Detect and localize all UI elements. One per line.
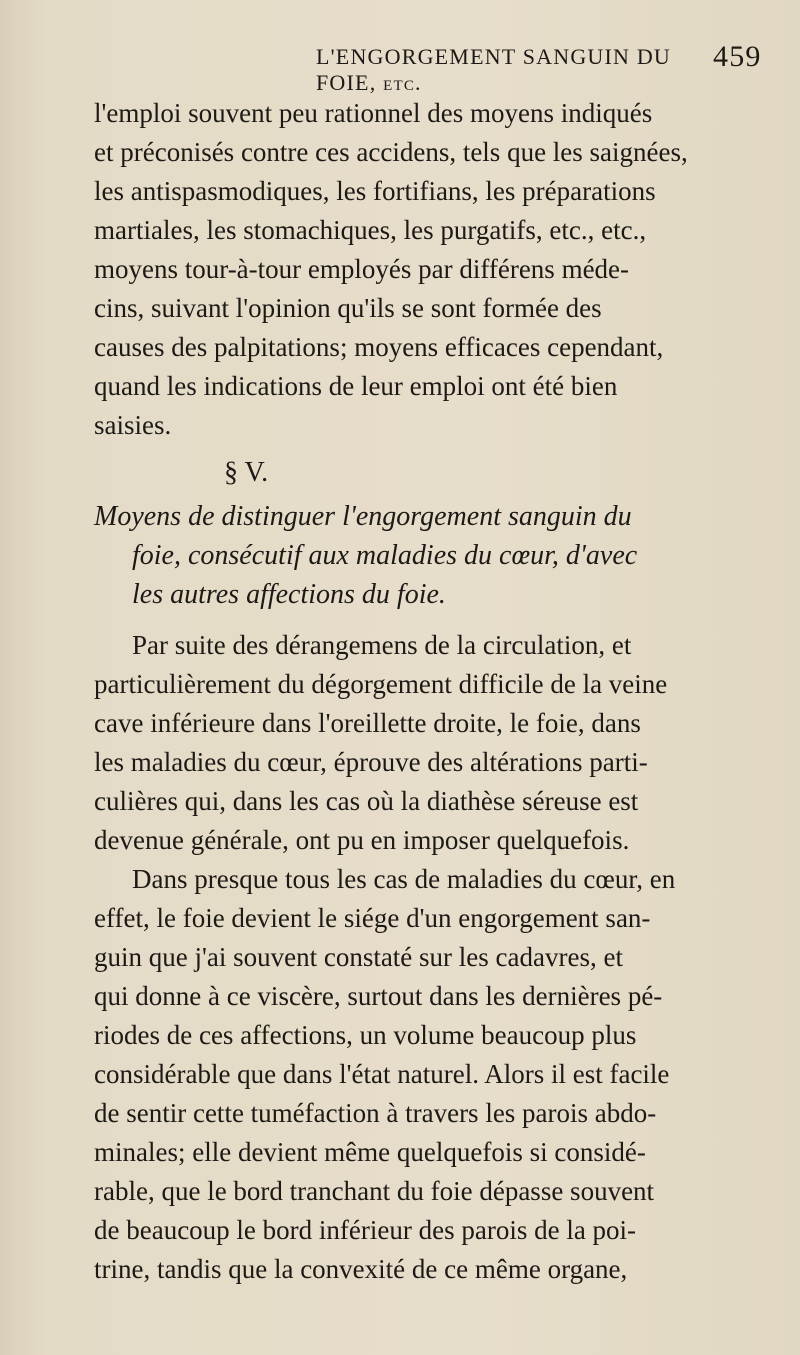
text-line: culières qui, dans les cas où la diathèse séreuse est bbox=[94, 786, 639, 816]
running-head: L'ENGORGEMENT SANGUIN DU FOIE, etc. bbox=[316, 44, 672, 95]
text-line: moyens tour-à-tour employés par différens méde- bbox=[94, 254, 630, 284]
page-number: 459 bbox=[713, 40, 762, 73]
text-line: trine, tandis que la convexité de ce même organe, bbox=[94, 1254, 628, 1284]
paragraph-heart-disease bbox=[94, 860, 736, 1289]
text-line: devenue générale, ont pu en imposer quelquefois. bbox=[94, 825, 630, 855]
section-title-line: Moyens de distinguer l'engorgement sanguin du bbox=[94, 501, 632, 532]
text-line: saisies. bbox=[94, 410, 172, 440]
text-line: Par suite des dérangemens de la circulation, et bbox=[132, 630, 632, 660]
paragraph-opening bbox=[94, 94, 736, 445]
section-title-line: foie, consécutif aux maladies du cœur, d'avec bbox=[132, 540, 638, 571]
text-line: l'emploi souvent peu rationnel des moyens indiqués bbox=[94, 98, 653, 128]
text-line: et préconisés contre ces accidens, tels que les saignées, bbox=[94, 137, 688, 167]
text-line: cins, suivant l'opinion qu'ils se sont formée des bbox=[94, 293, 602, 323]
text-line: de sentir cette tuméfaction à travers les parois abdo- bbox=[94, 1098, 657, 1128]
text-line: riodes de ces affections, un volume beaucoup plus bbox=[94, 1020, 637, 1050]
section-mark: § V. bbox=[224, 457, 269, 488]
text-line: effet, le foie devient le siége d'un engorgement san- bbox=[94, 903, 651, 933]
text-line: les maladies du cœur, éprouve des altérations parti- bbox=[94, 747, 648, 777]
text-line: Dans presque tous les cas de maladies du cœur, en bbox=[132, 864, 676, 894]
text-line: minales; elle devient même quelquefois si considé- bbox=[94, 1137, 646, 1167]
text-line: de beaucoup le bord inférieur des parois de la poi- bbox=[94, 1215, 637, 1245]
text-line: cave inférieure dans l'oreillette droite, le foie, dans bbox=[94, 708, 641, 738]
text-line: guin que j'ai souvent constaté sur les cadavres, et bbox=[94, 942, 623, 972]
text-line: martiales, les stomachiques, les purgatifs, etc., etc., bbox=[94, 215, 647, 245]
text-line: quand les indications de leur emploi ont été bien bbox=[94, 371, 618, 401]
text-line: particulièrement du dégorgement difficile de la veine bbox=[94, 669, 668, 699]
paragraph-circulation bbox=[94, 626, 736, 860]
text-line: causes des palpitations; moyens efficaces cependant, bbox=[94, 332, 664, 362]
text-line: les antispasmodiques, les fortifians, les préparations bbox=[94, 176, 656, 206]
text-line: qui donne à ce viscère, surtout dans les dernières pé- bbox=[94, 981, 663, 1011]
text-line: rable, que le bord tranchant du foie dépasse souvent bbox=[94, 1176, 655, 1206]
section-title-line: les autres affections du foie. bbox=[132, 579, 446, 610]
page-header bbox=[94, 40, 762, 95]
text-line: considérable que dans l'état naturel. Alors il est facile bbox=[94, 1059, 670, 1089]
section-title bbox=[94, 497, 736, 614]
